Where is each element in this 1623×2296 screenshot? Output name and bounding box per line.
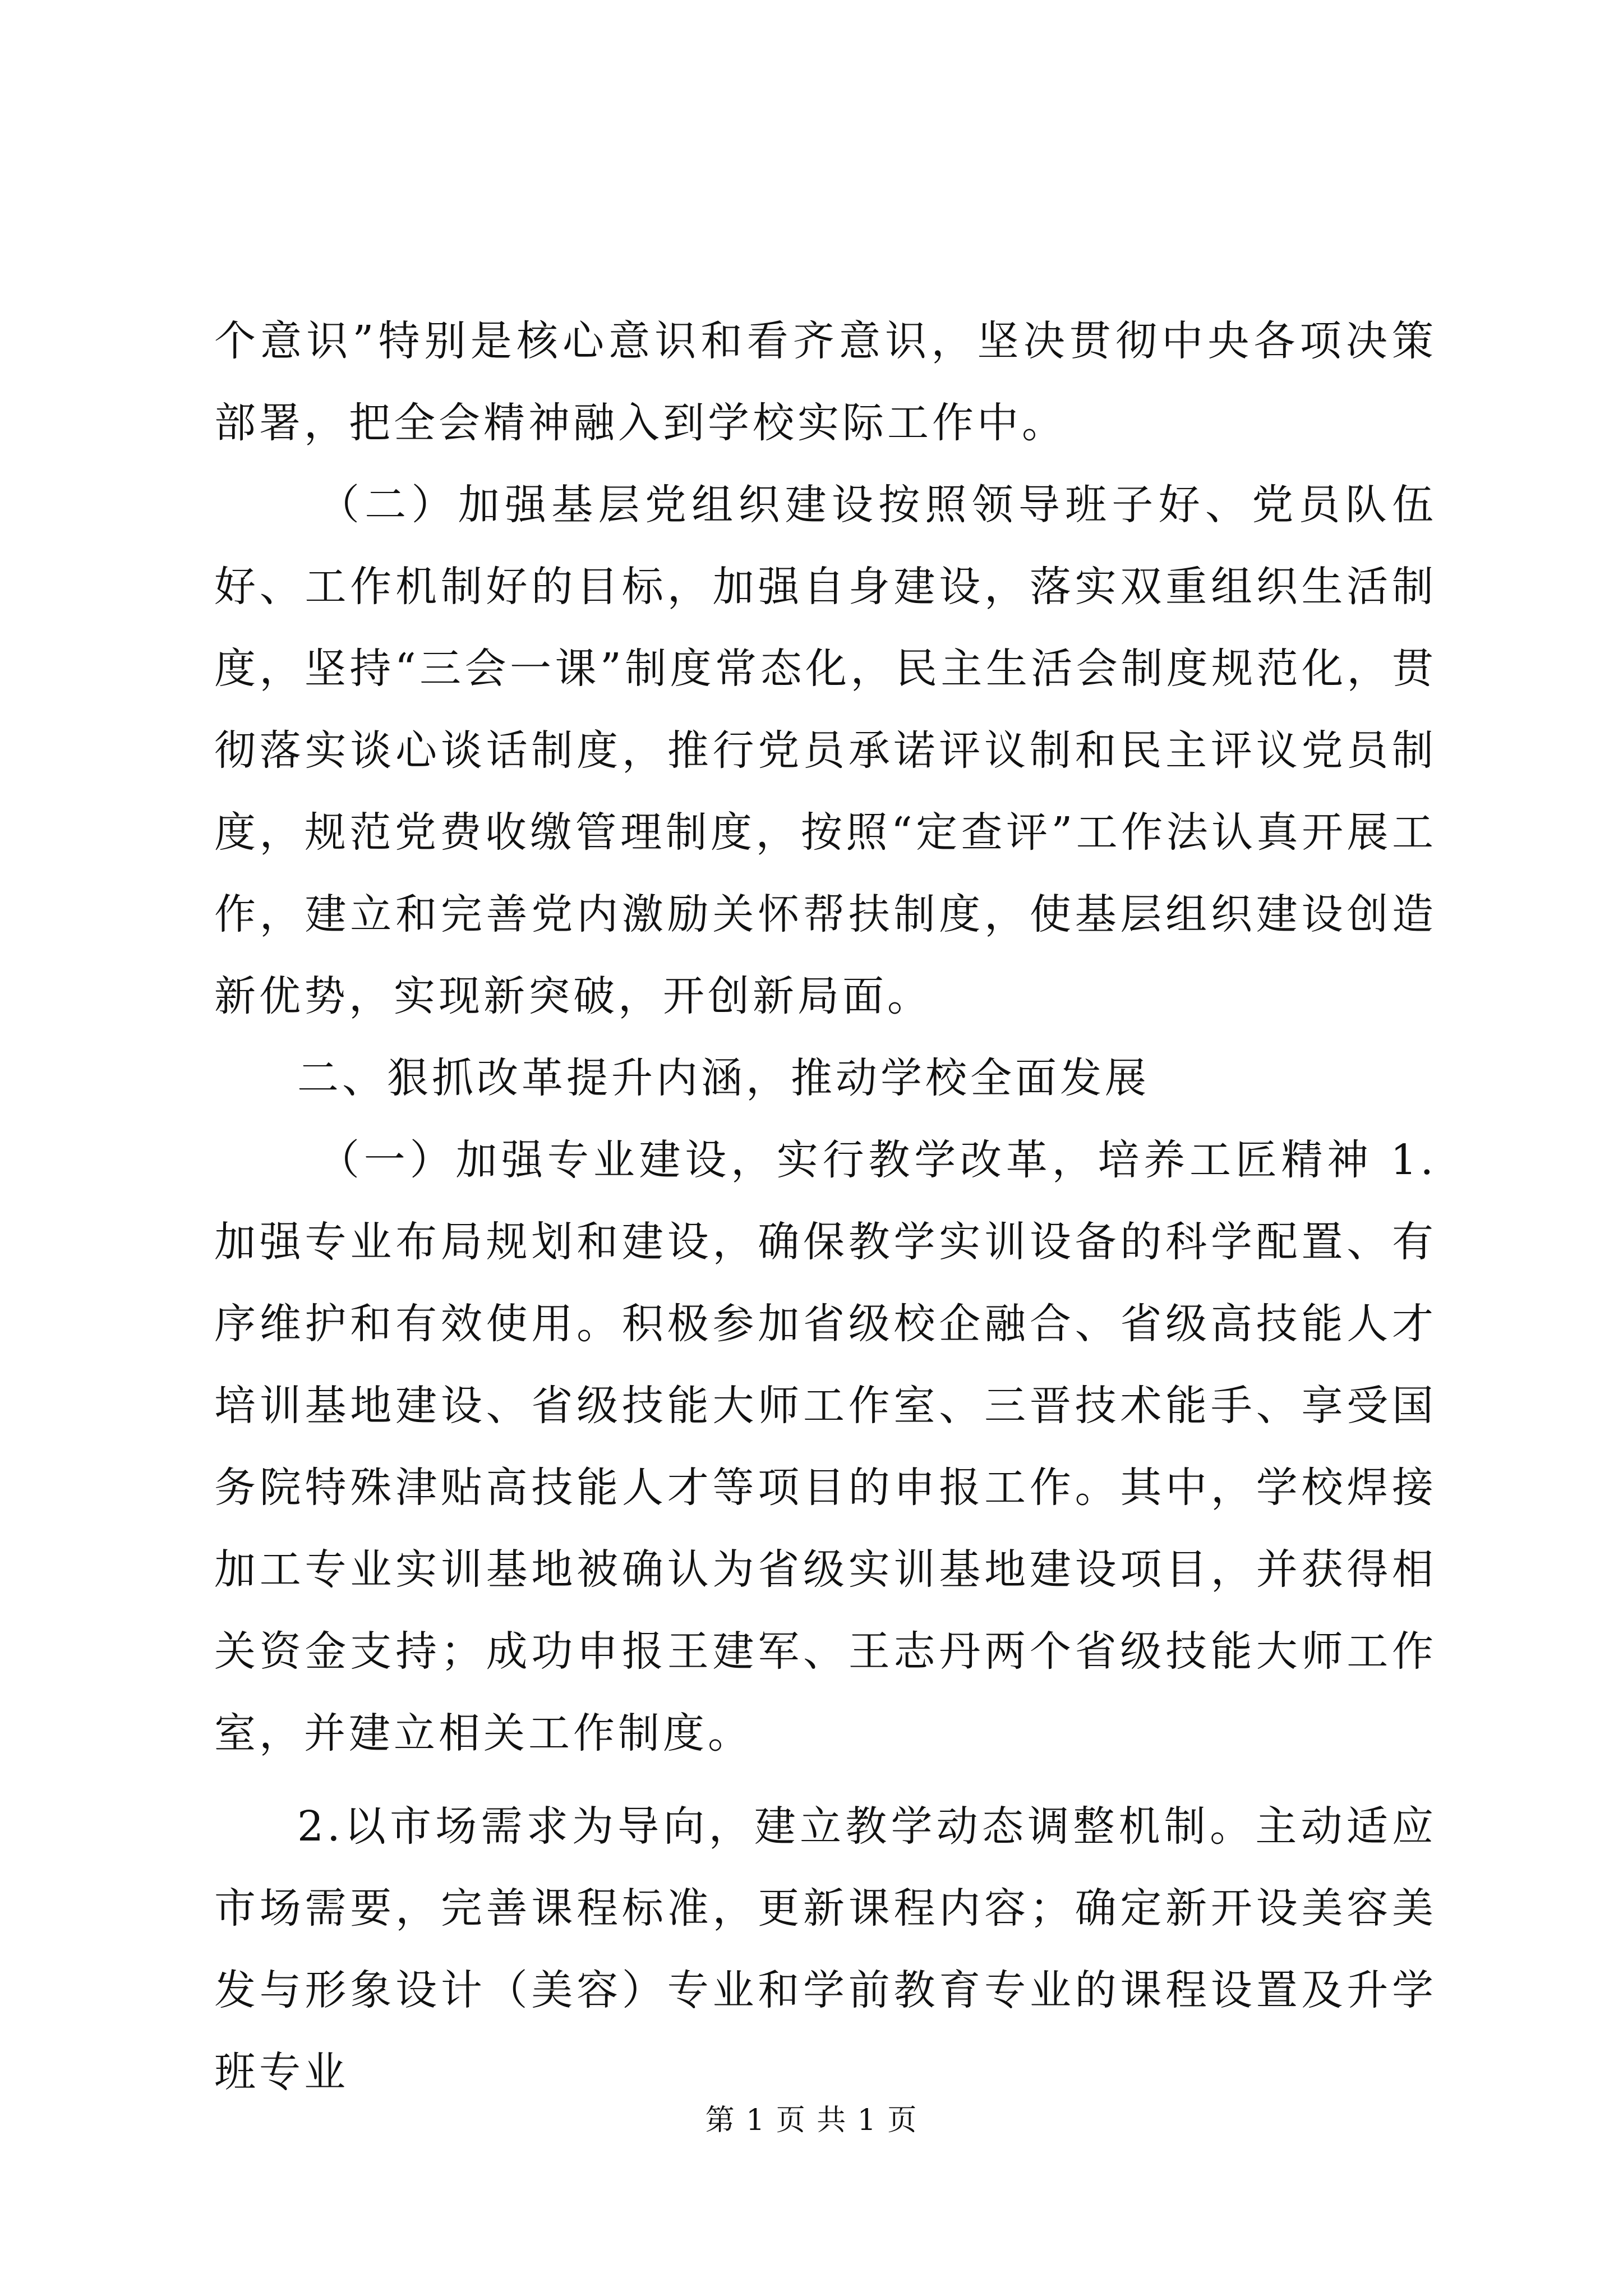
paragraph-continuation: 个意识”特别是核心意识和看齐意识，坚决贯彻中央各项决策部署，把全会精神融入到学校实际工作中。 [214, 317, 1437, 447]
paragraph-market-demand: 2.以市场需求为导向，建立教学动态调整机制。主动适应市场需要，完善课程标准，更新课程内容；确定新开设美容美发与形象设计（美容）专业和学前教育专业的课程设置及升学班专业 [214, 1802, 1437, 2096]
document-body [214, 300, 1437, 2113]
section-heading-reform: 二、狠抓改革提升内涵，推动学校全面发展 [297, 1054, 1150, 1102]
page-number-footer: 第 1 页 共 1 页 [705, 2104, 918, 2137]
paragraph-party-organization: （二）加强基层党组织建设按照领导班子好、党员队伍好、工作机制好的目标，加强自身建设，落实双重组织生活制度，坚持“三会一课”制度常态化，民主生活会制度规范化，贯彻落实谈心谈话制度，推行党员承诺评议制和民主评议党员制度，规范党费收缴管理制度，按照“定查评”工作法认真开展工作，建立和完善党内激励关怀帮扶制度，使基层组织建设创造新优势，实现新突破，开创新局面。 [214, 481, 1437, 1020]
paragraph-professional-construction: （一）加强专业建设，实行教学改革，培养工匠精神 1.加强专业布局规划和建设，确保教学实训设备的科学配置、有序维护和有效使用。积极参加省级校企融合、省级高技能人才培训基地建设、省级技能大师工作室、三晋技术能手、享受国务院特殊津贴高技能人才等项目的申报工作。其中，学校焊接加工专业实训基地被确认为省级实训基地建设项目，并获得相关资金支持；成功申报王建军、王志丹两个省级技能大师工作室，并建立相关工作制度。 [214, 1136, 1437, 1757]
